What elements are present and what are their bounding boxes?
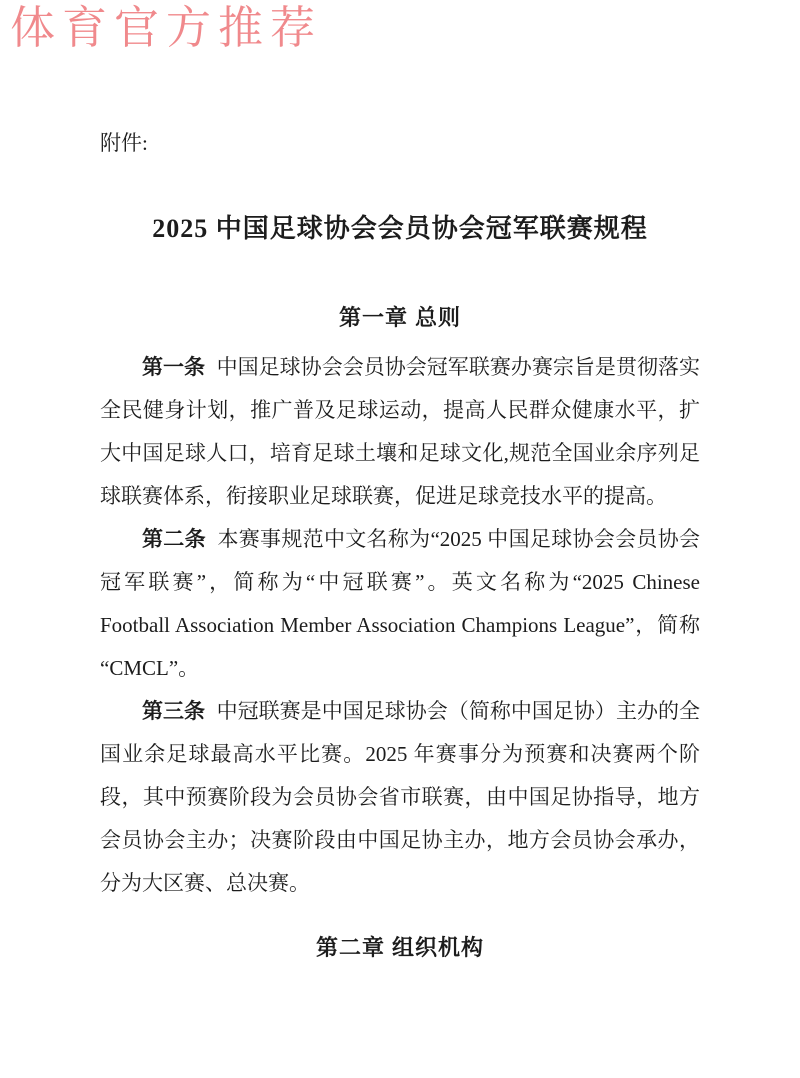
article-3-paragraph bbox=[100, 690, 700, 905]
article-1-text: 中国足球协会会员协会冠军联赛办赛宗旨是贯彻落实全民健身计划，推广普及足球运动，提高人民群众健康水平，扩大中国足球人口，培育足球土壤和足球文化,规范全国业余序列足球联赛体系，衔接职业足球联赛，促进足球竞技水平的提高。 bbox=[100, 355, 701, 508]
article-2-label: 第二条 bbox=[142, 527, 206, 551]
article-1-label: 第一条 bbox=[142, 355, 206, 379]
article-3-label: 第三条 bbox=[142, 699, 206, 723]
chapter-2-heading: 第二章 组织机构 bbox=[315, 935, 485, 960]
chapter-1-body bbox=[100, 346, 700, 905]
article-3-text: 中冠联赛是中国足球协会（简称中国足协）主办的全国业余足球最高水平比赛。2025 年赛事分为预赛和决赛两个阶段，其中预赛阶段为会员协会省市联赛，由中国足协指导，地方会员协会主办；决赛阶段由中国足协主办，地方会员协会承办，分为大区赛、总决赛。 bbox=[100, 699, 701, 895]
watermark-text: 体育官方推荐 bbox=[10, 3, 323, 53]
document-title: 2025 中国足球协会会员协会冠军联赛规程 bbox=[152, 214, 648, 243]
article-1-paragraph bbox=[100, 346, 700, 518]
attachment-label: 附件: bbox=[100, 131, 148, 155]
chapter-1-heading: 第一章 总则 bbox=[338, 305, 462, 330]
document-content bbox=[100, 0, 700, 962]
article-2-text: 本赛事规范中文名称为“2025 中国足球协会会员协会冠军联赛”，简称为“中冠联赛”。英文名称为“2025 Chinese Football Association Member Association Champions League”，简称“CMCL”。 bbox=[100, 527, 701, 680]
article-2-paragraph bbox=[100, 518, 700, 690]
